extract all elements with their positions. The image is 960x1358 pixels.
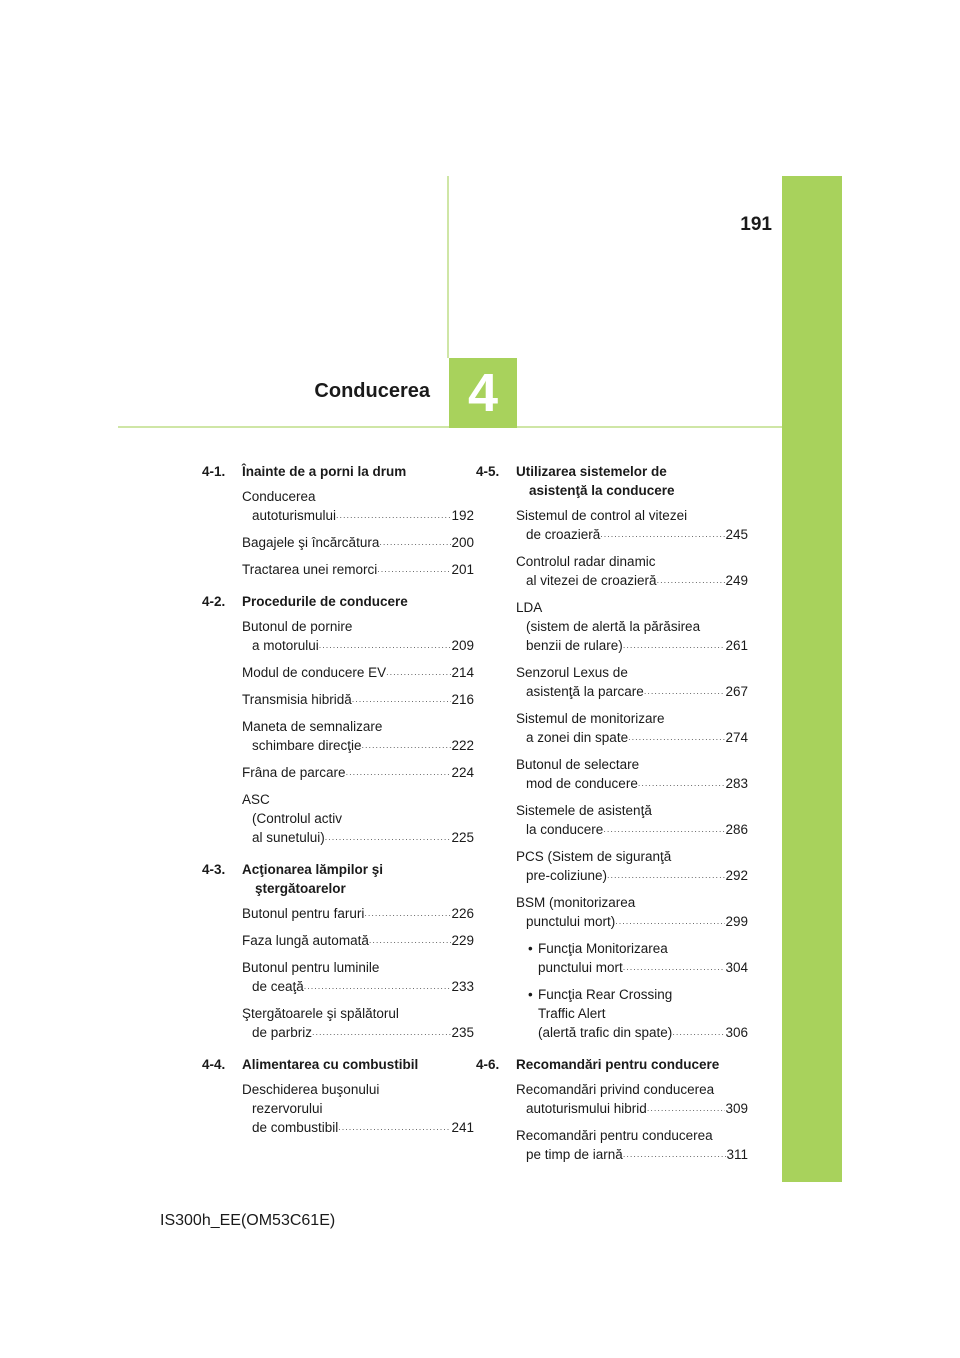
page-ref: 225 [451, 830, 474, 845]
entry-title-line: ASC [242, 792, 270, 807]
entry-title-line: autoturismului hibrid [526, 1101, 647, 1116]
toc-entry-last-line [242, 931, 474, 953]
entry-title-line: benzii de rulare) [526, 638, 623, 653]
toc-section-heading [476, 1055, 748, 1074]
dot-leader [623, 1145, 727, 1164]
page-ref: 292 [725, 868, 748, 883]
toc-entry-last-line [242, 736, 474, 758]
page-ref: 283 [725, 776, 748, 791]
dot-leader [623, 958, 726, 977]
entry-title-line: Controlul radar dinamic [516, 554, 656, 569]
toc-entry[interactable] [242, 763, 474, 785]
entry-title-line: Senzorul Lexus de [516, 665, 628, 680]
page-ref: 309 [725, 1101, 748, 1116]
chapter-number-box: 4 [449, 358, 517, 428]
page-ref: 209 [451, 638, 474, 653]
toc-section [202, 462, 474, 582]
entry-title-line: asistenţă la parcare [526, 684, 644, 699]
entry-title-line: Faza lungă automată [242, 933, 369, 948]
page-ref: 304 [725, 960, 748, 975]
page-ref: 222 [451, 738, 474, 753]
entry-title-line: a motorului [252, 638, 319, 653]
toc-entry[interactable] [528, 939, 748, 980]
entry-title-line: Butonul de pornire [242, 619, 353, 634]
entry-title-line: punctului mort [538, 960, 623, 975]
entry-title-line: schimbare direcţie [252, 738, 362, 753]
toc-entry-last-line [516, 571, 748, 593]
toc-section-heading [476, 462, 748, 500]
toc-entry[interactable] [242, 904, 474, 926]
toc-entry-last-line [242, 663, 474, 685]
dot-leader [638, 774, 726, 793]
entry-title-line: LDA [516, 600, 543, 615]
entry-title-line: • Funcţia Monitorizarea [528, 941, 668, 956]
entry-title-line: al vitezei de croazieră [526, 573, 657, 588]
section-title-line: Utilizarea sistemelor de [516, 464, 667, 479]
entry-title-line: Bagajele şi încărcătura [242, 535, 380, 550]
section-title [516, 1055, 748, 1074]
entry-title-line: (sistem de alertă la părăsirea [526, 619, 701, 634]
toc-entry-last-line [516, 682, 748, 704]
toc-right-column [476, 462, 748, 1177]
entry-title-line: Sistemele de asistenţă [516, 803, 652, 818]
toc-entry[interactable] [242, 717, 474, 758]
dot-leader [623, 636, 726, 655]
dot-leader [364, 904, 451, 923]
dot-leader [319, 636, 452, 655]
page-ref: 235 [451, 1025, 474, 1040]
section-title-line: Înainte de a porni la drum [242, 464, 407, 479]
dot-leader [615, 912, 725, 931]
toc-entry[interactable] [242, 663, 474, 685]
entry-title-line: pe timp de iarnă [526, 1147, 623, 1162]
toc-entry-last-line [242, 1118, 474, 1140]
chapter-title: Conducerea [314, 380, 430, 402]
section-title [242, 1055, 474, 1074]
toc-entry-last-line [528, 958, 748, 980]
dot-leader [644, 682, 726, 701]
toc-entry[interactable] [516, 709, 748, 750]
toc-entry-last-line [242, 506, 474, 528]
page-ref: 224 [451, 765, 474, 780]
entry-title-line: al sunetului) [252, 830, 325, 845]
page-ref: 192 [451, 508, 474, 523]
page-ref: 311 [726, 1147, 748, 1162]
page-ref: 286 [725, 822, 748, 837]
section-title-line: Acţionarea lămpilor şi [242, 862, 384, 877]
toc-entry-last-line [516, 525, 748, 547]
toc-entry[interactable] [242, 533, 474, 555]
dot-leader [607, 866, 725, 885]
entry-title-line: Maneta de semnalizare [242, 719, 383, 734]
dot-leader [657, 571, 726, 590]
page-ref: 233 [451, 979, 474, 994]
section-number: 4-3. [202, 862, 226, 877]
toc-entry[interactable] [528, 985, 748, 1045]
section-title-line: Recomandări pentru conducere [516, 1057, 720, 1072]
section-title-line: asistenţă la conducere [529, 483, 675, 498]
toc-section-heading [202, 1055, 474, 1074]
toc-section [202, 860, 474, 1045]
dot-leader [672, 1023, 725, 1042]
dot-leader [600, 525, 725, 544]
page-number: 191 [740, 214, 772, 235]
page-ref: 267 [725, 684, 748, 699]
toc-entry[interactable] [242, 958, 474, 999]
toc-entry[interactable] [242, 931, 474, 953]
dot-leader [338, 1118, 451, 1137]
page-ref: 261 [725, 638, 748, 653]
toc-entry[interactable] [242, 487, 474, 528]
dot-leader [352, 690, 452, 709]
toc-section [202, 592, 474, 850]
dot-leader [336, 506, 451, 525]
entry-title-line: punctului mort) [526, 914, 616, 929]
entry-title-line: de ceaţă [252, 979, 304, 994]
section-title [242, 860, 474, 898]
page-ref: 216 [451, 692, 474, 707]
toc-entry[interactable] [516, 1080, 748, 1121]
toc-entry[interactable] [242, 617, 474, 658]
entry-title-line: Ştergătoarele şi spălătorul [242, 1006, 399, 1021]
dot-leader [377, 560, 451, 579]
section-title-line: Procedurile de conducere [242, 594, 408, 609]
page-ref: 201 [451, 562, 474, 577]
dot-leader [346, 763, 452, 782]
section-title-line: ştergătoarelor [255, 881, 346, 896]
page-ref: 226 [451, 906, 474, 921]
entry-title-line: Modul de conducere EV [242, 665, 387, 680]
entry-title-line: (Controlul activ [252, 811, 343, 826]
toc-entry-last-line [242, 690, 474, 712]
toc-section-heading [202, 592, 474, 611]
dot-leader [312, 1023, 451, 1042]
toc-entry-last-line [516, 774, 748, 796]
toc-section-heading [202, 462, 474, 481]
page-ref: 299 [725, 914, 748, 929]
toc-entry-last-line [242, 828, 474, 850]
toc-entry-last-line [242, 533, 474, 555]
dot-leader [603, 820, 725, 839]
toc-entry-last-line [242, 636, 474, 658]
entry-title-line: Butonul pentru luminile [242, 960, 380, 975]
bullet-icon: • [528, 941, 533, 956]
page-ref: 274 [725, 730, 748, 745]
section-number: 4-2. [202, 594, 226, 609]
page-ref: 249 [725, 573, 748, 588]
page-ref: 241 [451, 1120, 474, 1135]
entry-title-line: Frâna de parcare [242, 765, 346, 780]
toc-entry-last-line [516, 636, 748, 658]
toc-entry-last-line [242, 1023, 474, 1045]
section-number: 4-5. [476, 464, 500, 479]
toc-entry-last-line [242, 904, 474, 926]
entry-title-line: a zonei din spate [526, 730, 629, 745]
entry-title-line: Butonul de selectare [516, 757, 640, 772]
toc-entry[interactable] [516, 755, 748, 796]
toc-entry[interactable] [516, 506, 748, 547]
entry-title-line: Butonul pentru faruri [242, 906, 365, 921]
bullet-icon: • [528, 987, 533, 1002]
toc-entry[interactable] [242, 1080, 474, 1140]
header-vertical-rule [447, 176, 449, 358]
toc-entry[interactable] [516, 893, 748, 934]
entry-title-line: Recomandări privind conducerea [516, 1082, 715, 1097]
page-ref: 200 [451, 535, 474, 550]
section-number: 4-6. [476, 1057, 500, 1072]
entry-title-line: pre-coliziune) [526, 868, 608, 883]
entry-title-line: Recomandări pentru conducerea [516, 1128, 713, 1143]
toc-entry-last-line [516, 912, 748, 934]
entry-title-line: de combustibil [252, 1120, 339, 1135]
toc-entry[interactable] [242, 690, 474, 712]
entry-title-line: Tractarea unei remorci [242, 562, 378, 577]
toc-entry[interactable] [516, 847, 748, 888]
entry-title-line: de parbriz [252, 1025, 313, 1040]
toc-entry[interactable] [242, 560, 474, 582]
entry-title-line: la conducere [526, 822, 604, 837]
toc-entry[interactable] [516, 801, 748, 842]
toc-entry[interactable] [242, 1004, 474, 1045]
entry-title-line: autoturismului [252, 508, 337, 523]
toc-entry-last-line [242, 560, 474, 582]
section-number: 4-1. [202, 464, 226, 479]
toc-entry-last-line [516, 1145, 748, 1167]
chapter-side-tab [782, 176, 842, 1182]
dot-leader [386, 663, 451, 682]
entry-title-line: Deschiderea buşonului [242, 1082, 380, 1097]
entry-title-line: Sistemul de monitorizare [516, 711, 665, 726]
document-code-footer: IS300h_EE(OM53C61E) [160, 1212, 336, 1229]
toc-entry[interactable] [516, 1126, 748, 1167]
entry-title-line: mod de conducere [526, 776, 638, 791]
section-title [242, 462, 474, 481]
entry-title-line: PCS (Sistem de siguranţă [516, 849, 672, 864]
entry-title-line: (alertă trafic din spate) [538, 1025, 673, 1040]
entry-title-line: • Funcţia Rear Crossing [528, 987, 673, 1002]
toc-entry[interactable] [516, 552, 748, 593]
dot-leader [362, 736, 452, 755]
toc-entry[interactable] [516, 598, 748, 658]
page-ref: 306 [725, 1025, 748, 1040]
entry-title-line: Traffic Alert [538, 1006, 606, 1021]
page-ref: 245 [725, 527, 748, 542]
page-ref: 229 [451, 933, 474, 948]
dot-leader [304, 977, 452, 996]
toc-left-column [202, 462, 474, 1150]
toc-entry-last-line [516, 820, 748, 842]
dot-leader [379, 533, 451, 552]
toc-section [202, 1055, 474, 1140]
toc-entry-last-line [528, 1023, 748, 1045]
entry-title-line: Transmisia hibridă [242, 692, 352, 707]
toc-entry[interactable] [242, 790, 474, 850]
toc-section-heading [202, 860, 474, 898]
entry-title-line: rezervorului [252, 1101, 323, 1116]
toc-entry-last-line [242, 763, 474, 785]
section-title-line: Alimentarea cu combustibil [242, 1057, 419, 1072]
toc-entry-last-line [516, 1099, 748, 1121]
entry-title-line: Conducerea [242, 489, 316, 504]
entry-title-line: BSM (monitorizarea [516, 895, 636, 910]
toc-entry-last-line [516, 866, 748, 888]
dot-leader [325, 828, 452, 847]
entry-title-line: de croazieră [526, 527, 601, 542]
toc-entry-last-line [516, 728, 748, 750]
toc-section [476, 1055, 748, 1167]
page-ref: 214 [451, 665, 474, 680]
toc-entry-last-line [242, 977, 474, 999]
section-title [516, 462, 748, 500]
dot-leader [647, 1099, 726, 1118]
section-number: 4-4. [202, 1057, 226, 1072]
dot-leader [628, 728, 725, 747]
section-title [242, 592, 474, 611]
toc-section [476, 462, 748, 1045]
entry-title-line: Sistemul de control al vitezei [516, 508, 688, 523]
toc-entry[interactable] [516, 663, 748, 704]
dot-leader [369, 931, 452, 950]
